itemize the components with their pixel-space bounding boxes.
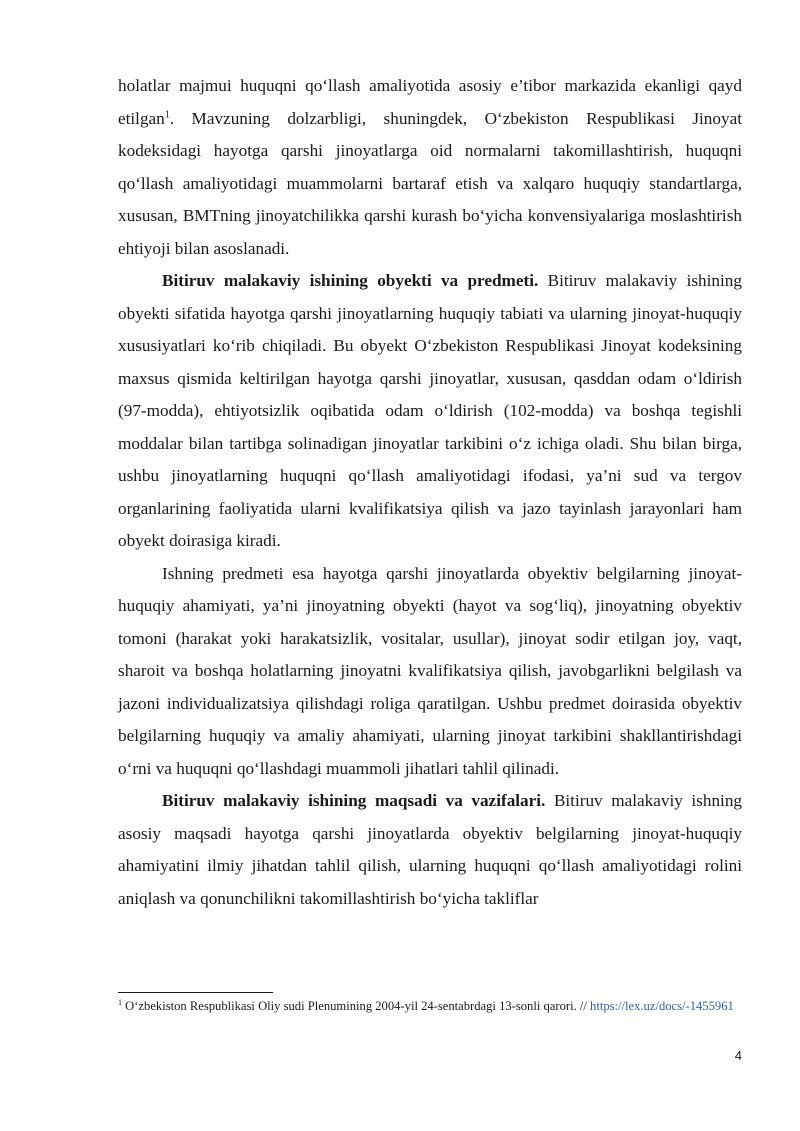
footnote-number: 1 — [118, 997, 122, 1007]
paragraph-3 — [118, 558, 742, 786]
paragraph-1 — [118, 70, 742, 265]
footnote-text: O‘zbekiston Respublikasi Oliy sudi Plenumining 2004-yil 24-sentabrdagi 13-sonli qarori. // — [122, 999, 591, 1013]
paragraph-4-text: Bitiruv malakaviy ishning asosiy maqsadi hayotga qarshi jinoyatlarda obyektiv belgilarning jinoyat-huquqiy ahamiyatini ilmiy jihatdan tahlil qilish, ularning huquqni qo‘llash amaliyotidagi rolini aniqlash va qonunchilikni takomillashtirish bo‘yicha takliflar — [118, 791, 743, 908]
footnote-separator — [118, 992, 273, 993]
paragraph-2 — [118, 265, 742, 558]
paragraph-2-text: Bitiruv malakaviy ishining obyekti sifatida hayotga qarshi jinoyatlarning huquqiy tabiati va ularning jinoyat-huquqiy xususiyatlari ko‘rib chiqiladi. Bu obyekt O‘zbekiston Respublikasi Jinoyat kodeksining maxsus qismida keltirilgan hayotga qarshi jinoyatlar, xususan, qasddan odam o‘ldirish (97-modda), ehtiyotsizlik oqibatida odam o‘ldirish (102-modda) va boshqa tegishli moddalar bilan tartibga solinadigan jinoyatlar tarkibini o‘z ichiga oladi. Shu bilan birga, ushbu jinoyatlarning huquqni qo‘llash amaliyotidagi ifodasi, ya’ni sud va tergov organlarining faoliyatida ularni kvalifikatsiya qilish va jazo tayinlash jarayonlari ham obyekt doirasiga kiradi. — [118, 271, 742, 550]
section-heading-goal-tasks: Bitiruv malakaviy ishining maqsadi va vazifalari. — [162, 791, 546, 810]
paragraph-1-text-before: holatlar majmui huquqni qo‘llash amaliyotida asosiy e’tibor markazida ekanligi qayd etilgan — [118, 76, 742, 128]
paragraph-4 — [118, 785, 742, 915]
body-text — [118, 70, 742, 915]
page-number: 4 — [734, 1048, 742, 1063]
footnote-link[interactable]: https://lex.uz/docs/-1455961 — [590, 999, 734, 1013]
paragraph-1-text-after: . Mavzuning dolzarbligi, shuningdek, O‘zbekiston Respublikasi Jinoyat kodeksidagi hayotga qarshi jinoyatlarga oid normalarni takomillashtirish, huquqni qo‘llash amaliyotidagi muammolarni bartaraf etish va xalqaro huquqiy standartlarga, xususan, BMTning jinoyatchilikka qarshi kurash bo‘yicha konvensiyalariga moslashtirish ehtiyoji bilan asoslanadi. — [118, 108, 742, 258]
footnote-reference[interactable]: 1 — [164, 108, 170, 120]
paragraph-3-text: Ishning predmeti esa hayotga qarshi jinoyatlarda obyektiv belgilarning jinoyat-huquqiy ahamiyati, ya’ni jinoyatning obyekti (hayot va sog‘liq), jinoyatning obyektiv tomoni (harakat yoki harakatsizlik, vositalar, usullar), jinoyat sodir etilgan joy, vaqt, sharoit va boshqa holatlarning jinoyatni kvalifikatsiya qilish, javobgarlikni belgilash va jazoni individualizatsiya qilishdagi roliga qaratilgan. Ushbu predmet doirasida obyektiv belgilarning huquqiy va amaliy ahamiyati, ularning jinoyat tarkibini shakllantirishdagi o‘rni va huquqni qo‘llashdagi muammoli jihatlari tahlil qilinadi. — [118, 563, 742, 778]
footnote — [118, 998, 742, 1015]
section-heading-object-subject: Bitiruv malakaviy ishining obyekti va predmeti. — [162, 271, 539, 290]
